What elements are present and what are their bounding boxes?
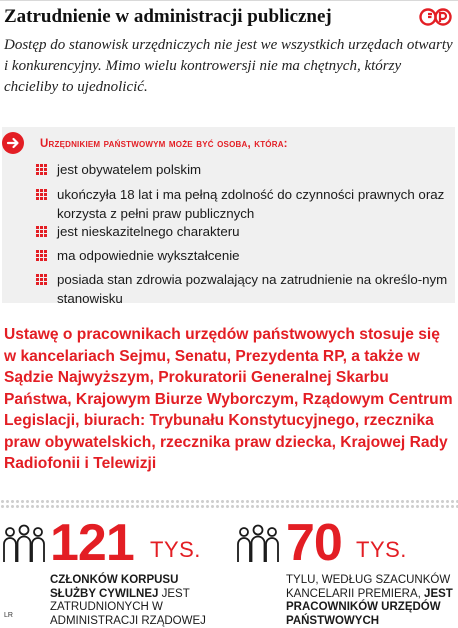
stat-number: 121 [50, 514, 134, 572]
grid-bullet-icon [36, 274, 47, 285]
page-title: Zatrudnienie w administracji publicznej [4, 6, 332, 27]
stat-number: 70 [286, 514, 342, 572]
requirement-item: jest nieskazitelnego charakteru [57, 224, 240, 239]
stat-description [286, 574, 456, 628]
people-group-icon [2, 524, 46, 564]
stat-unit: TYS. [150, 537, 201, 562]
arrow-right-icon [2, 132, 24, 154]
grid-bullet-icon [36, 189, 47, 200]
institutions-paragraph: Ustawę o pracownikach urzędów państwowych stosuje się w kancelariach Sejmu, Senatu, Prezydenta RP, a także w Sądzie Najwyższym, Prokuratorii Generalnej Skarbu Państwa, Krajowym Biurze Wyborczym, Rządowym Centrum Legislacji, biurach: Trybunału Konstytucyjnego, rzecznika praw obywatelskich, rzecznika praw dziecka, Krajowej Rady Radiofonii i Telewizji [4, 326, 453, 472]
people-group-icon [236, 524, 280, 564]
stat-description-pre: TYLU, WEDŁUG SZACUNKÓW KANCELARII PREMIERA, [286, 574, 451, 600]
requirement-item: ukończyła 18 lat i ma pełną zdolność do czynności prawnych oraz korzysta z pełni praw publicznych [57, 187, 445, 221]
dotted-divider [0, 499, 458, 509]
publisher-logo [419, 8, 453, 26]
grid-bullet-icon [36, 226, 47, 237]
grid-bullet-icon [36, 250, 47, 261]
requirement-item: posiada stan zdrowia pozwalający na zatrudnienie na określo-nym stanowisku [57, 272, 448, 306]
grid-bullet-icon [36, 164, 47, 175]
lead-paragraph: Dostęp do stanowisk urzędniczych nie jest we wszystkich urzędach otwarty i konkurencyjny. Mimo wielu kontrowersji nie ma chętnych, którzy chcieliby to ujednolicić. [4, 37, 453, 95]
stat-description [50, 574, 220, 628]
requirement-item: ma odpowiednie wykształcenie [57, 248, 240, 263]
stat-description-bold: CZŁONKÓW KORPUSU SŁUŻBY CYWILNEJ [50, 574, 179, 600]
stat-description-bold: JEST PRACOWNIKÓW URZĘDÓW PAŃSTWOWYCH [286, 587, 453, 627]
stat-description-rest: JEST ZATRUDNIONYCH W ADMINISTRACJI RZĄDOWEJ [50, 587, 206, 627]
requirements-heading: Urzędnikiem państwowym może być osoba, która: [40, 138, 288, 150]
stat-unit: TYS. [356, 537, 407, 562]
author-credit: LR [4, 612, 13, 619]
top-rule [0, 0, 458, 1]
requirement-item: jest obywatelem polskim [57, 162, 202, 177]
